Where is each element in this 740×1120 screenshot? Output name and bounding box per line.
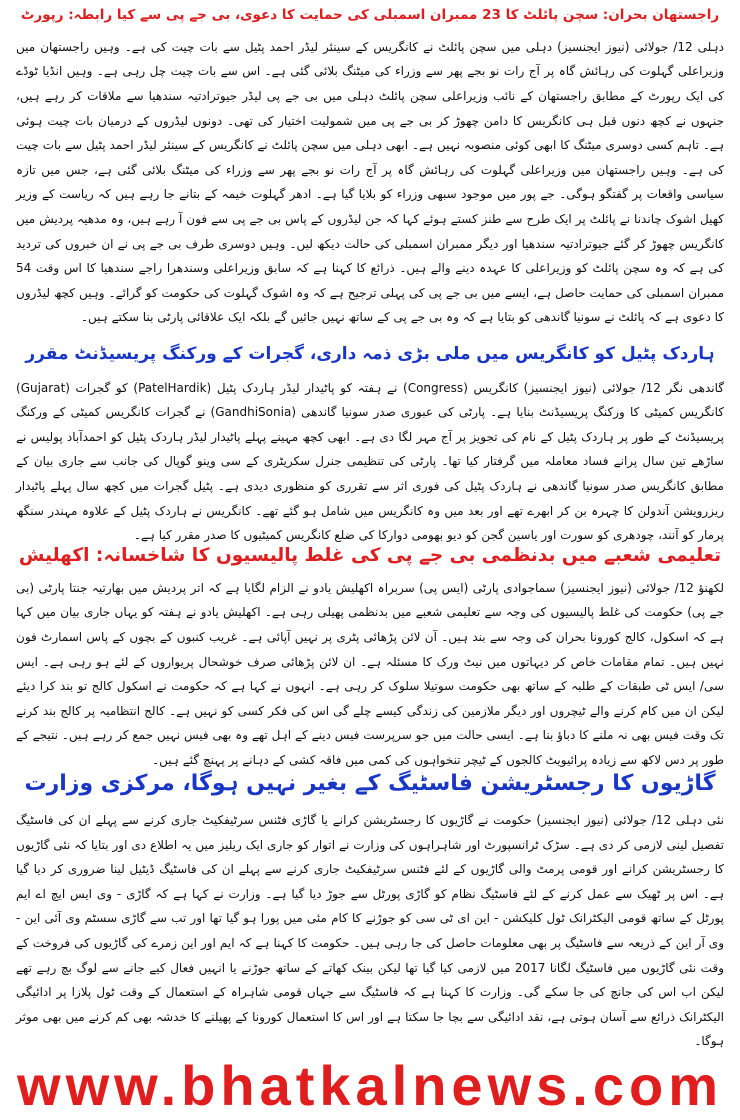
newspaper-page xyxy=(0,8,740,1120)
article-education-akhilesh xyxy=(16,544,724,768)
article-rajasthan-crisis xyxy=(16,8,724,331)
article-body: نئی دہلی 12/ جولائی (نیوز ایجنسیز) حکومت نے گاڑیوں کا رجسٹریشن کرانے یا گاڑی فٹنس سرٹیفکیٹ جاری کرنے سے پہلے ان کی فاسٹیگ تفصیل لینی لازمی کر دی ہے۔ سڑک ٹرانسپورٹ اور شاہراہوں کی وزارت نے اتوار کو جاری ایک ریلیز میں یہ اطلاع دی اور بتایا کہ نئی گاڑیوں کا رجسٹریشن کرانے اور قومی پرمٹ والی گاڑیوں کے لئے فٹنس سرٹیفکیٹ جاری کرنے سے پہلے ان کی فاسٹیگ ڈیٹیل لینا ضروری کر دیا گیا ہے۔ اس پر ٹھیک سے عمل کرنے کے لئے فاسٹیگ نظام کو گاڑی پورٹل سے جوڑ دیا گیا ہے۔ وزارت نے کہا ہے کہ گاڑی - وی ایس ایچ اے ایم پورٹل کے ساتھ قومی الیکٹرانک ٹول کلیکشن - این ای ٹی سی کو جوڑنے کا کام مئی میں پورا ہو گیا تھا اور تب سے گاڑی سسٹم وی آئی این - وی آر این کے ذریعہ سے فاسٹیگ پر بھی معلومات حاصل کی جا رہی ہیں۔ حکومت کا کہنا ہے کہ ایم اور این زمرے کی گاڑیوں کی فروخت کے وقت نئی گاڑیوں میں فاسٹیگ لگانا 2017 میں لازمی کیا گیا تھا لیکن بینک کھاتے کے ساتھ جوڑنے یا انہیں فعال کیے جانے سے لوگ بچ رہے تھے لیکن اب اس کی جانچ کی جا سکے گی۔ وزارت کا کہنا ہے کہ فاسٹیگ سے جہاں قومی شاہراہ کے استعمال کے وقت ٹول پلازا پر ادائیگی الیکٹرانک ذرائع سے آسان ہوتی ہے، نقد ادائیگی سے بچا جا سکتا ہے اور اس کا استعمال کورونا کے پھیلنے کا خدشہ بھی کم کرنے میں بھی موثر ہوگا۔ xyxy=(16,813,725,1049)
article-headline: ہاردک پٹیل کو کانگریس میں ملی بڑی ذمہ داری، گجرات کے ورکنگ پریسیڈنٹ مقرر xyxy=(25,343,715,364)
article-headline: تعلیمی شعبے میں بدنظمی بی جے پی کی غلط پالیسیوں کا شاخسانہ: اکھلیش xyxy=(18,544,722,566)
website-footer: www.bhatkalnews.com xyxy=(17,1054,723,1117)
article-headline: گاڑیوں کا رجسٹریشن فاسٹیگ کے بغیر نہیں ہوگا، مرکزی وزارت xyxy=(24,770,716,796)
article-fastag-registration xyxy=(16,770,725,1049)
article-hardik-patel xyxy=(16,343,724,543)
article-body: دہلی 12/ جولائی (نیوز ایجنسیز) دہلی میں سچن پائلٹ نے کانگریس کے سینئر لیڈر احمد پٹیل سے بات چیت کی ہے۔ وہیں راجستھان میں وزیراعلی گہلوت کی رہائش گاہ پر آج رات نو بجے پھر سے وزراء کی میٹنگ بلائی گئی ہے۔ اس سے بات چیت چل رہی ہے۔ وہیں انڈیا ٹوڈے کی ایک رپورٹ کے مطابق راجستھان کے نائب وزیراعلی سچن پائلٹ دہلی میں بی جے پی لیڈر جیوترادتیہ سندھیا سے ملاقات کر رہے ہیں، جنہوں نے کچھ دنوں قبل ہی کانگریس کا دامن چھوڑ کر بی جے پی میں شمولیت اختیار کی تھی۔ دونوں لیڈروں کے درمیان بات چیت ہوئی ہے۔ تاہم کسی دوسری میٹنگ کا ابھی کوئی منصوبہ نہیں ہے۔ ابھی دہلی میں سچن پائلٹ نے کانگریس کے سینئر لیڈر احمد پٹیل سے بات چیت کی ہے۔ وہیں راجستھان میں وزیراعلی گہلوت کی رہائش گاہ پر آج رات نو بجے پھر سے وزراء کی میٹنگ بلائی گئی ہے، جس میں تازہ سیاسی واقعات پر گفتگو ہوگی۔ جے پور میں موجود سبھی وزراء کو بلایا گیا ہے۔ ادھر گہلوت خیمہ کے بتانے جا رہے ہیں کہ ریاست کے وزیر کھیل اشوک چاندنا نے پائلٹ پر ایک طرح سے طنز کستے ہوئے کہا کہ جن لیڈروں کے پاس بی جے پی سے فون آ رہے ہیں، وہ مدھیہ پردیش میں کانگریس چھوڑ کر گئے جیوترادتیہ سندھیا اور دیگر ممبران اسمبلی کی حالت دیکھ لیں۔ وہیں دوسری طرف بی جے پی نے ان خبروں کی تردید کی ہے کہ وہ سچن پائلٹ کو وزیراعلی کا عہدہ دینے والے ہیں۔ ذرائع کا کہنا ہے کہ سابق وزیراعلی وسندھرا راجے سندھیا کا اس وقت 54 ممبران اسمبلی کی حمایت حاصل ہے، ایسے میں بی جے پی کی پہلی ترجیح ہے کہ وہ اشوک گہلوت کی حکومت کو گرائے۔ وہیں کچھ لیڈروں کا دعوی ہے کہ پائلٹ نے سونیا گاندھی کو بتایا ہے کہ وہ بی جے پی کے ساتھ نہیں جائیں گے بلکہ ایک علاقائی پارٹی بنا سکتے ہیں۔ xyxy=(16,39,724,325)
article-body: گاندھی نگر 12/ جولائی (نیوز ایجنسیز) کانگریس (Congress) نے ہفتہ کو پاٹیدار لیڈر ہاردک پٹیل (PatelHardik) کو گجرات (Gujarat) کانگریس کمیٹی کا ورکنگ پریسیڈنٹ بنایا ہے۔ پارٹی کی عبوری صدر سونیا گاندھی (GandhiSonia) نے گجرات کانگریس کمیٹی کے ورکنگ پریسیڈنٹ کے طور پر ہاردک پٹیل کے نام کی تجویز پر آج مہر لگا دی ہے۔ ابھی کچھ مہینے پہلے پاٹیدار لیڈر ہاردک پٹیل کو احمدآباد پولیس نے ساڑھے تین سال پرانے فساد معاملہ میں گرفتار کیا تھا۔ پارٹی کی تنظیمی جنرل سکریٹری کے سی وینو گوپال کی جانب سے جاری بیان کے مطابق کانگریس صدر سونیا گاندھی نے ہاردک پٹیل کی فوری اثر سے تقرری کو منظوری دیدی ہے۔ پٹیل گجرات میں کچھ سال پہلے پاٹیدار ریزرویشن آندولن کا چہرہ بن کر ابھرے تھے اور بعد میں وہ کانگریس میں شامل ہو گئے تھے۔ کانگریس نے ہاردک پٹیل کے علاوہ مہندر سنگھ پرمار کو آنند، چودھری کو سورت اور یاسین گجن کو دیو بھومی دوارکا کی ضلع کانگریس کمیٹیوں کا صدر مقرر کیا ہے۔ xyxy=(16,380,724,543)
article-headline: راجستھان بحران: سچن پائلٹ کا 23 ممبران اسمبلی کی حمایت کا دعوی، بی جے پی سے کیا رابطہ: رپورٹ xyxy=(20,7,720,23)
article-body: لکھنؤ 12/ جولائی (نیوز ایجنسیز) سماجوادی پارٹی (ایس پی) سربراہ اکھلیش یادو نے الزام لگایا ہے کہ اتر پردیش میں بھارتیہ جنتا پارٹی (بی جے پی) حکومت کی غلط پالیسیوں کی وجہ سے تعلیمی شعبے میں بدنظمی پھیلی رہی ہے۔ اکھلیش یادو نے ہفتہ کو یہاں جاری بیان میں کہا ہے کہ اسکول، کالج کورونا بحران کی وجہ سے بند ہیں۔ آن لائن پڑھائی پٹری پر نہیں آپائی ہے۔ غریب کنبوں کے بچوں کے پاس اسمارٹ فون نہیں ہیں۔ تمام مقامات خاص کر دیہاتوں میں نیٹ ورک کا مسئلہ ہے۔ ان لائن پڑھائی صرف خوشحال پریواروں کے لئے ہو رہی ہے۔ ایس سی/ ایس ٹی طبقات کے طلبہ کے ساتھ بھی حکومت سوتیلا سلوک کر رہی ہے۔ انہوں نے کہا ہے کہ حکومت نے اسکول کالج تو بند کرا دیئے لیکن ان میں کام کرنے والے ٹیچروں اور دیگر ملازمین کی زندگی کیسے چلے گی اس کی فکر کسی کو نہیں ہے۔ کالج انتظامیہ پر کالج بند کرنے تک وقت فیس بھی نہ ملنے کا دباؤ بنا ہے۔ ایسی حالت میں جو سرپرست فیس دینے کے اہل تھے وہ بھی فیس نہیں جمع کر رہے ہیں۔ نتیجے کے طور پر دس لاکھ سے زیادہ پرائیویٹ کالجوں کے ٹیچر تنخواہوں کی کمی میں فاقہ کشی کے دہانے پر پہنچ گئے ہیں۔ xyxy=(16,580,724,768)
